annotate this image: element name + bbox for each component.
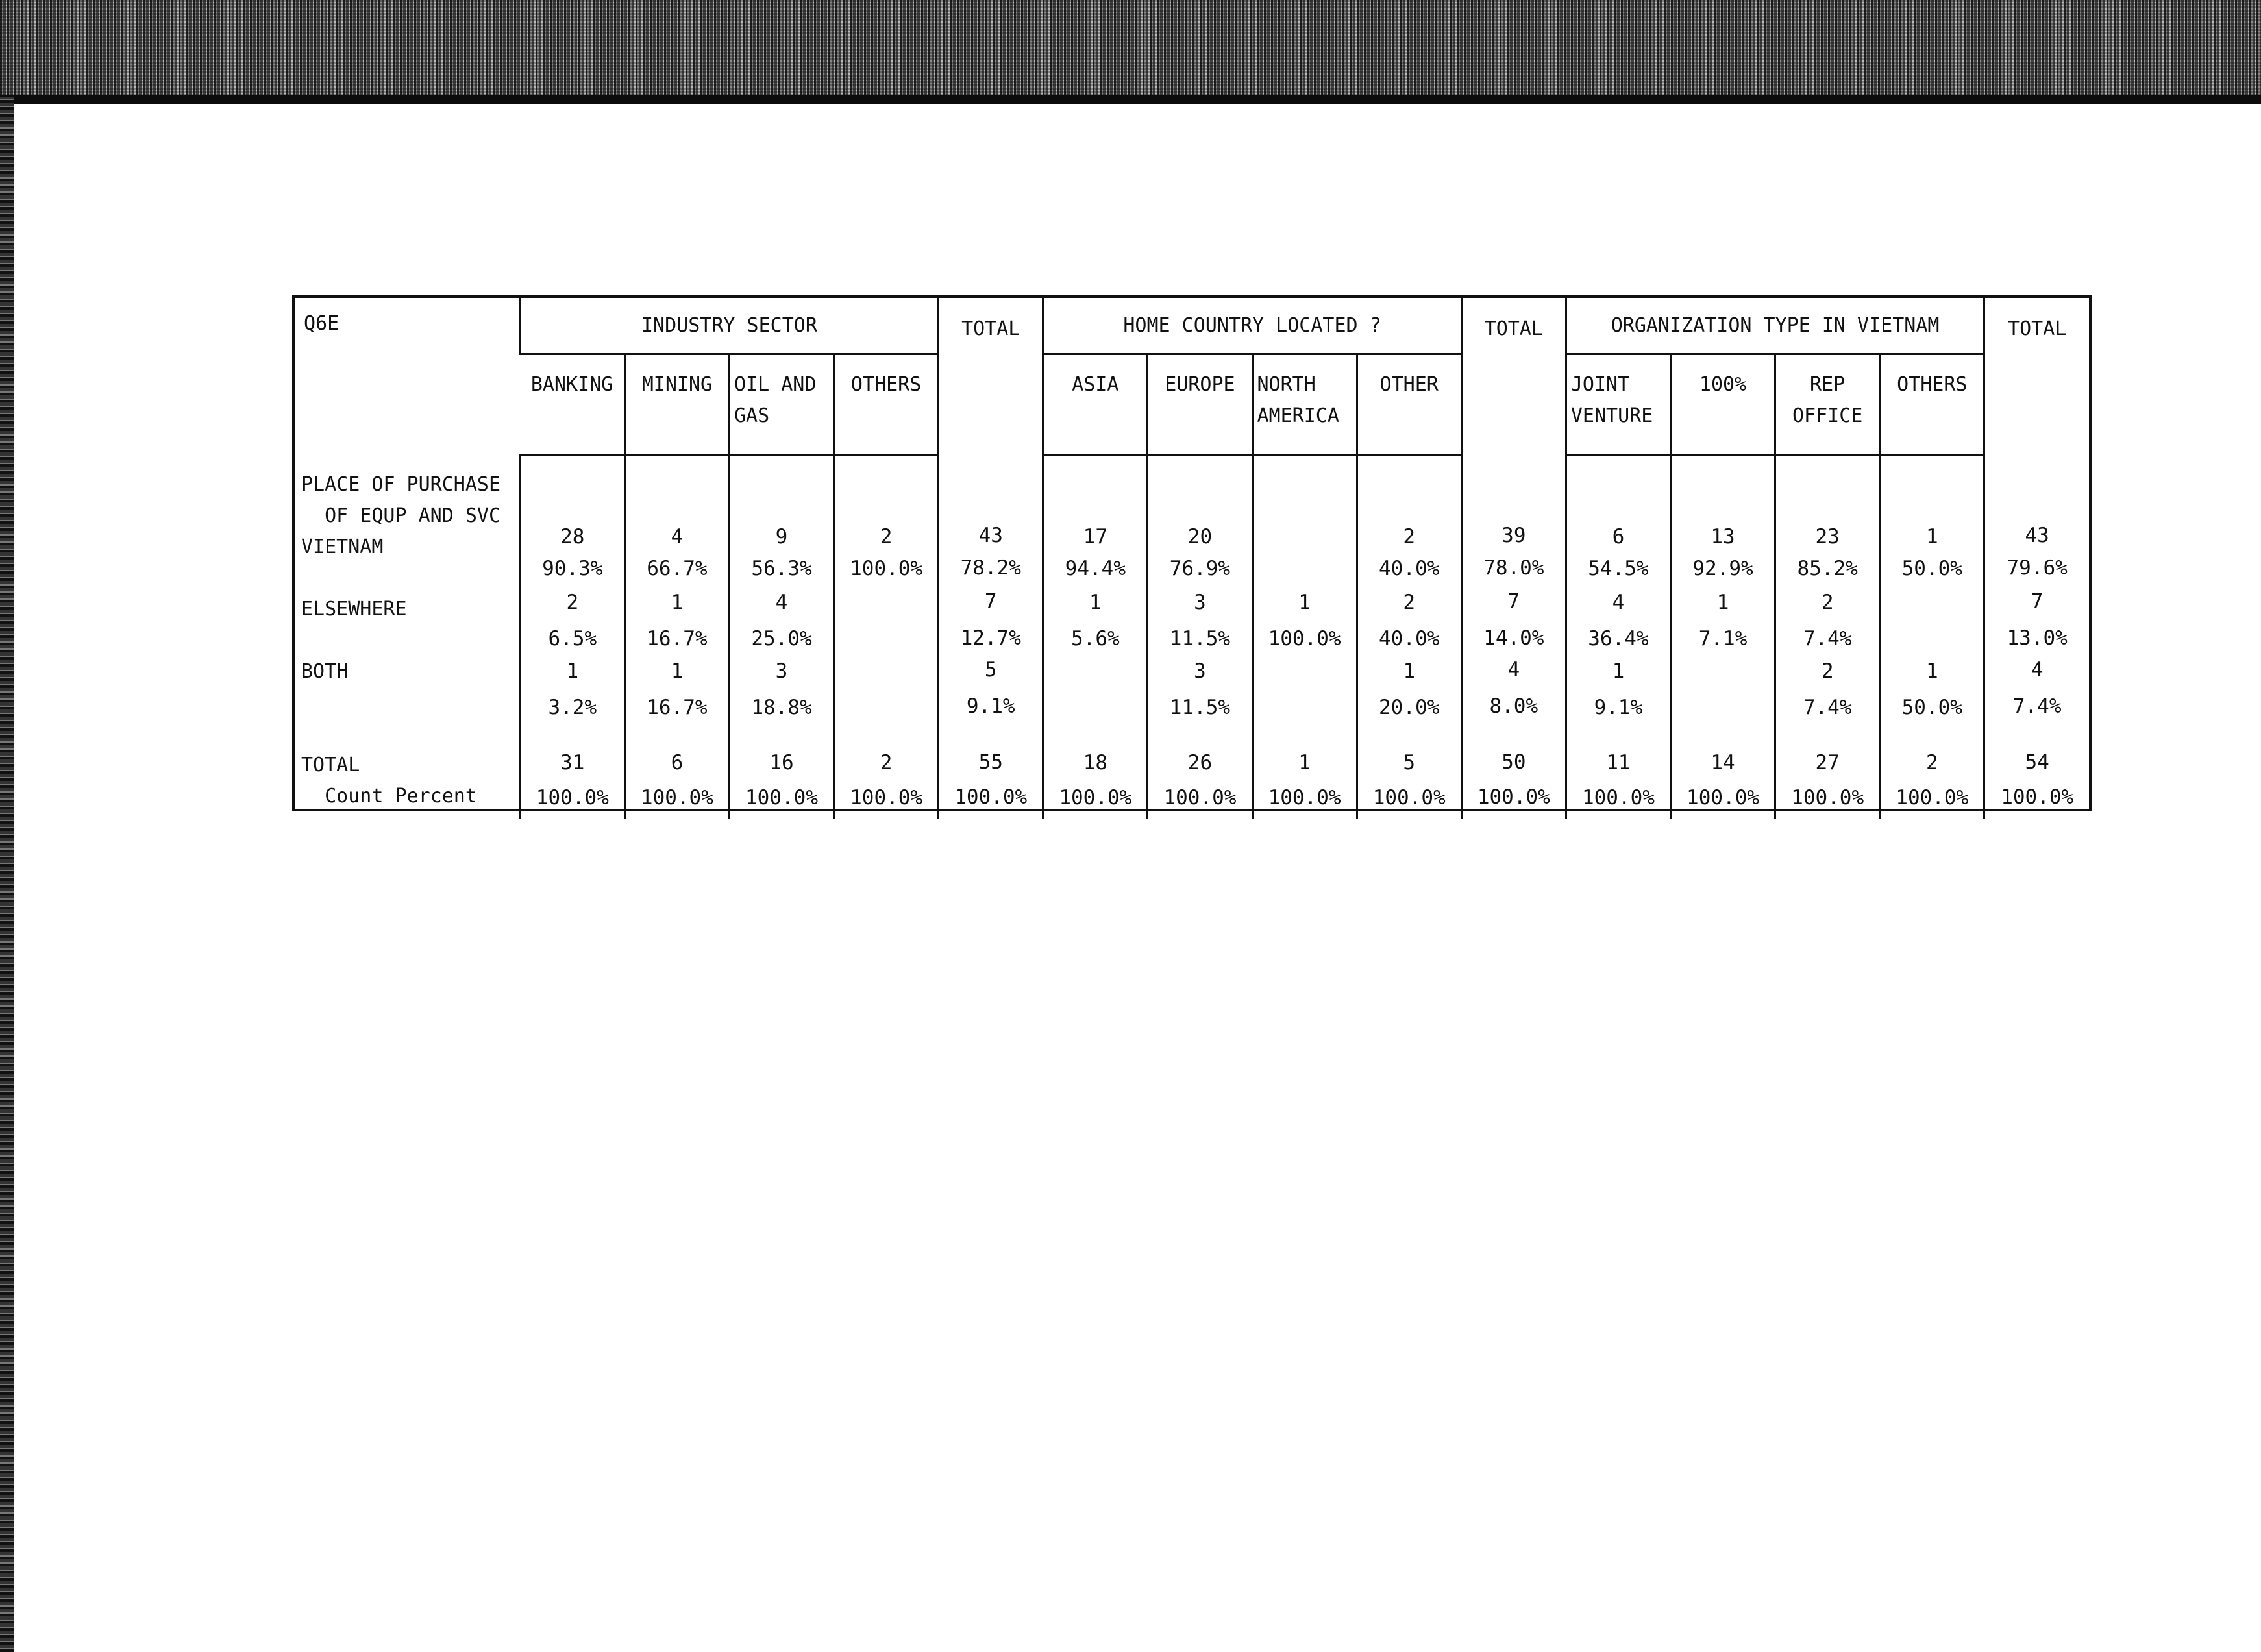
total-count-value: 27 — [1815, 751, 1840, 775]
both-pct-value: 9.1% — [1594, 695, 1643, 719]
elsewhere-pct-value: 5.6% — [1071, 627, 1120, 650]
both-count-value: 2 — [1821, 659, 1834, 683]
question-code: Q6E — [304, 312, 340, 335]
total-pct-value: 100.0% — [1059, 786, 1132, 810]
scan-border-left — [0, 97, 14, 1652]
both-count-value: 3 — [1194, 659, 1206, 683]
both-count-value: 1 — [1612, 659, 1625, 683]
vietnam-pct-value: 50.0% — [1901, 557, 1962, 580]
elsewhere-pct-value: 12.7% — [960, 626, 1021, 650]
both-count-value: 1 — [1403, 659, 1416, 683]
vietnam-count-value: 39 — [1501, 524, 1526, 547]
row-labels-cell — [295, 455, 520, 820]
both-pct-value: 7.4% — [2012, 695, 2062, 719]
column-header: EUROPE — [1148, 354, 1252, 455]
both-count-value: 3 — [775, 659, 788, 683]
total-pct-value: 100.0% — [1896, 786, 1969, 810]
total-count-value: 2 — [1925, 751, 1938, 775]
group-total-2: TOTAL — [1461, 298, 1566, 455]
both-pct-value: 8.0% — [1489, 695, 1538, 719]
vietnam-pct-value: 40.0% — [1379, 557, 1440, 580]
elsewhere-pct-value: 14.0% — [1483, 626, 1544, 650]
vietnam-count-value: 17 — [1083, 524, 1107, 549]
total-count-value: 16 — [769, 751, 794, 775]
vietnam-count-value: 1 — [1925, 524, 1938, 549]
vietnam-count-value: 43 — [978, 524, 1003, 547]
elsewhere-pct-value: 13.0% — [2007, 626, 2068, 650]
both-count-value: 1 — [671, 659, 684, 683]
total-pct-value: 100.0% — [1372, 786, 1446, 810]
total-count-value: 2 — [880, 751, 893, 775]
vietnam-pct-value: 78.2% — [960, 556, 1021, 580]
data-column — [1252, 455, 1357, 820]
elsewhere-pct-value: 16.7% — [647, 627, 708, 650]
vietnam-count-value: 13 — [1711, 524, 1735, 549]
elsewhere-count-value: 3 — [1194, 590, 1206, 614]
total-pct-value: 100.0% — [1163, 786, 1237, 810]
both-count-value: 1 — [566, 659, 579, 683]
total-pct-value: 100.0% — [850, 786, 923, 810]
total-count-value: 11 — [1606, 751, 1631, 775]
vietnam-pct-value: 92.9% — [1692, 557, 1753, 580]
total-pct-value: 100.0% — [1268, 786, 1341, 810]
total-count-value: 1 — [1298, 751, 1311, 775]
elsewhere-pct-value: 6.5% — [548, 627, 597, 650]
elsewhere-pct-value: 40.0% — [1379, 627, 1440, 650]
total-count-value: 6 — [671, 751, 684, 775]
column-header: JOINT VENTURE — [1566, 354, 1670, 455]
total-pct-value: 100.0% — [640, 786, 713, 810]
vietnam-pct-value: 79.6% — [2007, 556, 2068, 580]
data-column — [624, 455, 729, 820]
vietnam-count-value: 2 — [880, 524, 893, 549]
both-pct-value: 20.0% — [1379, 695, 1440, 719]
data-column — [1670, 455, 1775, 820]
total-count-value: 14 — [1711, 751, 1735, 775]
elsewhere-pct-value: 36.4% — [1588, 627, 1649, 650]
total-pct-value: 100.0% — [954, 785, 1028, 809]
vietnam-pct-value: 100.0% — [850, 557, 923, 580]
elsewhere-count-value: 1 — [1716, 590, 1729, 614]
group-total-1: TOTAL — [939, 298, 1043, 455]
both-count-value: 4 — [2031, 658, 2044, 682]
data-column — [1148, 455, 1252, 820]
column-header: REP OFFICE — [1775, 354, 1880, 455]
data-column — [729, 455, 834, 820]
data-column — [1566, 455, 1670, 820]
data-column — [834, 455, 939, 820]
vietnam-pct-value: 66.7% — [647, 557, 708, 580]
vietnam-pct-value: 76.9% — [1169, 557, 1231, 580]
data-column — [1043, 455, 1148, 820]
data-column — [1357, 455, 1461, 820]
vietnam-pct-value: 94.4% — [1065, 557, 1126, 580]
group-industry-sector: INDUSTRY SECTOR — [520, 298, 938, 354]
column-header: NORTH AMERICA — [1252, 354, 1357, 455]
vietnam-count-value: 2 — [1403, 524, 1416, 549]
elsewhere-count-value: 7 — [984, 589, 997, 613]
both-count-value: 5 — [984, 658, 997, 682]
total-count-value: 54 — [2025, 750, 2049, 774]
vietnam-pct-value: 54.5% — [1588, 557, 1649, 580]
scan-border-top — [0, 0, 2261, 104]
both-pct-value: 9.1% — [966, 695, 1015, 719]
vietnam-count-value: 43 — [2025, 524, 2049, 547]
elsewhere-count-value: 2 — [1403, 590, 1416, 614]
both-pct-value: 3.2% — [548, 695, 597, 719]
elsewhere-pct-value: 100.0% — [1268, 627, 1341, 650]
vietnam-pct-value: 85.2% — [1797, 557, 1858, 580]
total-count-value: 18 — [1083, 751, 1107, 775]
column-header: ASIA — [1043, 354, 1148, 455]
elsewhere-pct-value: 11.5% — [1169, 627, 1231, 650]
column-header: BANKING — [520, 354, 624, 455]
both-pct-value: 16.7% — [647, 695, 708, 719]
vietnam-count-value: 9 — [775, 524, 788, 549]
total-pct-value: 100.0% — [536, 786, 609, 810]
group-total-3: TOTAL — [1984, 298, 2089, 455]
total-pct-value: 100.0% — [1791, 786, 1864, 810]
elsewhere-count-value: 1 — [1298, 590, 1311, 614]
data-column — [939, 455, 1043, 820]
both-pct-value: 18.8% — [751, 695, 812, 719]
column-header: OTHER — [1357, 354, 1461, 455]
elsewhere-pct-value: 7.1% — [1698, 627, 1748, 650]
total-count-value: 26 — [1187, 751, 1213, 775]
group-organization-type: ORGANIZATION TYPE IN VIETNAM — [1566, 298, 1984, 354]
total-pct-value: 100.0% — [1477, 785, 1550, 809]
total-count-value: 5 — [1403, 751, 1416, 775]
data-column — [1461, 455, 1566, 820]
data-column — [1984, 455, 2089, 820]
total-count-value: 31 — [560, 751, 585, 775]
elsewhere-count-value: 1 — [671, 590, 684, 614]
row-labels: PLACE OF PURCHASE OF EQUP AND SVC VIETNAM ELSEWHERE BOTH TOTAL Count Percent — [301, 473, 501, 808]
column-header: OIL AND GAS — [729, 354, 834, 455]
column-header: 100% — [1670, 354, 1775, 455]
elsewhere-count-value: 2 — [566, 590, 579, 614]
both-count-value: 1 — [1925, 659, 1938, 683]
vietnam-count-value: 6 — [1612, 524, 1625, 549]
elsewhere-count-value: 2 — [1821, 590, 1834, 614]
column-header: OTHERS — [834, 354, 939, 455]
elsewhere-count-value: 1 — [1089, 590, 1102, 614]
total-pct-value: 100.0% — [745, 786, 818, 810]
elsewhere-count-value: 7 — [1507, 589, 1520, 613]
elsewhere-pct-value: 7.4% — [1803, 627, 1852, 650]
elsewhere-count-value: 7 — [2031, 589, 2044, 613]
elsewhere-count-value: 4 — [775, 590, 788, 614]
column-header: OTHERS — [1880, 354, 1984, 455]
both-count-value: 4 — [1507, 658, 1520, 682]
total-count-value: 50 — [1501, 750, 1526, 774]
vietnam-count-value: 4 — [671, 524, 684, 549]
group-home-country: HOME COUNTRY LOCATED ? — [1043, 298, 1461, 354]
vietnam-pct-value: 56.3% — [751, 557, 812, 580]
crosstab-table — [292, 295, 2092, 811]
elsewhere-pct-value: 25.0% — [751, 627, 812, 650]
vietnam-pct-value: 78.0% — [1483, 556, 1544, 580]
total-count-value: 55 — [978, 750, 1003, 774]
both-pct-value: 7.4% — [1803, 695, 1852, 719]
data-column — [1880, 455, 1984, 820]
both-pct-value: 11.5% — [1169, 695, 1231, 719]
elsewhere-count-value: 4 — [1612, 590, 1625, 614]
vietnam-count-value: 23 — [1815, 524, 1840, 549]
total-pct-value: 100.0% — [2001, 785, 2074, 809]
data-column — [520, 455, 624, 820]
column-header: MINING — [624, 354, 729, 455]
vietnam-pct-value: 90.3% — [542, 557, 603, 580]
data-column — [1775, 455, 1880, 820]
both-pct-value: 50.0% — [1901, 695, 1962, 719]
vietnam-count-value: 20 — [1187, 524, 1213, 549]
total-pct-value: 100.0% — [1581, 786, 1655, 810]
vietnam-count-value: 28 — [560, 524, 585, 549]
total-pct-value: 100.0% — [1686, 786, 1760, 810]
